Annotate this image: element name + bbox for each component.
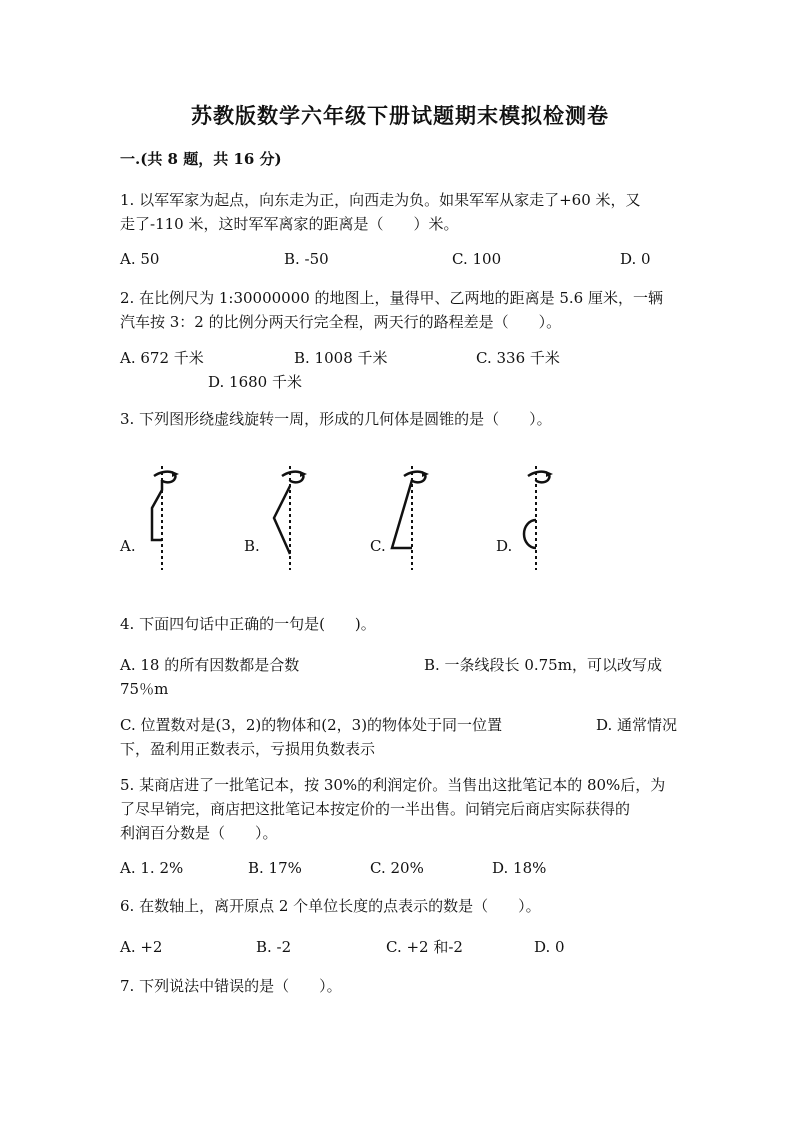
question-5-line-1: 5. 某商店进了一批笔记本，按 30%的利润定价。当售出这批笔记本的 80%后，为 bbox=[120, 776, 666, 794]
question-4-option-a: A. 18 的所有因数都是合数 bbox=[120, 656, 300, 674]
question-1-option-b: B. -50 bbox=[284, 250, 329, 268]
question-2-option-c: C. 336 千米 bbox=[476, 349, 560, 367]
figure-c bbox=[384, 462, 434, 574]
question-2-option-a: A. 672 千米 bbox=[120, 349, 204, 367]
question-5-option-b: B. 17% bbox=[248, 859, 302, 877]
question-3 bbox=[120, 407, 690, 431]
page-title: 苏教版数学六年级下册试题期末模拟检测卷 bbox=[191, 103, 609, 128]
question-1-option-c: C. 100 bbox=[452, 250, 502, 268]
question-6 bbox=[120, 894, 690, 918]
question-2-line-2: 汽车按 3：2 的比例分两天行完全程，两天行的路程差是（ ）。 bbox=[120, 313, 562, 331]
question-6-line-1: 6. 在数轴上，离开原点 2 个单位长度的点表示的数是（ ）。 bbox=[120, 897, 541, 915]
question-5 bbox=[120, 773, 690, 845]
question-4-option-c: C. 位置数对是(3，2)的物体和(2，3)的物体处于同一位置 bbox=[120, 716, 503, 734]
question-1-line-2: 走了-110 米，这时军军离家的距离是（ ）米。 bbox=[120, 215, 459, 233]
question-4-line-1: 4. 下面四句话中正确的一句是( )。 bbox=[120, 615, 376, 633]
question-3-line-1: 3. 下列图形绕虚线旋转一周，形成的几何体是圆锥的是（ ）。 bbox=[120, 410, 552, 428]
question-4-option-d-cont: 下，盈利用正数表示，亏损用负数表示 bbox=[120, 740, 376, 758]
question-1-option-d: D. 0 bbox=[620, 250, 651, 268]
question-6-option-b: B. -2 bbox=[256, 938, 292, 956]
figure-b bbox=[258, 462, 308, 574]
figure-d bbox=[510, 462, 560, 574]
shape-outline bbox=[524, 520, 536, 548]
question-1-option-a: A. 50 bbox=[120, 250, 160, 268]
question-4-option-b-cont: 75％m bbox=[120, 680, 169, 698]
question-2-option-b: B. 1008 千米 bbox=[294, 349, 388, 367]
question-5-option-c: C. 20% bbox=[370, 859, 424, 877]
question-2-option-d: D. 1680 千米 bbox=[208, 373, 302, 391]
section-heading: 一.(共 8 题，共 16 分) bbox=[120, 150, 282, 168]
question-1 bbox=[120, 188, 690, 236]
question-5-option-d: D. 18% bbox=[492, 859, 547, 877]
question-4-option-d: D. 通常情况 bbox=[596, 716, 678, 734]
question-7-line-1: 7. 下列说法中错误的是（ ）。 bbox=[120, 977, 342, 995]
question-7 bbox=[120, 974, 690, 998]
question-1-line-1: 1. 以军军家为起点，向东走为正，向西走为负。如果军军从家走了+60 米，又 bbox=[120, 191, 641, 209]
question-5-line-3: 利润百分数是（ ）。 bbox=[120, 824, 278, 842]
shape-outline bbox=[392, 480, 412, 548]
question-6-option-a: A. +2 bbox=[120, 938, 163, 956]
shape-outline bbox=[274, 486, 290, 554]
question-2-line-1: 2. 在比例尺为 1:30000000 的地图上，量得甲、乙两地的距离是 5.6 厘米，一辆 bbox=[120, 289, 663, 307]
question-4-option-b: B. 一条线段长 0.75m，可以改写成 bbox=[424, 656, 662, 674]
question-2 bbox=[120, 286, 690, 334]
question-6-option-c: C. +2 和-2 bbox=[386, 938, 463, 956]
question-6-option-d: D. 0 bbox=[534, 938, 565, 956]
question-5-option-a: A. 1. 2% bbox=[120, 859, 184, 877]
question-3-option-d: D. bbox=[496, 537, 513, 555]
question-3-option-a: A. bbox=[120, 537, 136, 555]
figure-a bbox=[132, 462, 182, 574]
question-4 bbox=[120, 612, 690, 636]
shape-outline bbox=[152, 480, 162, 540]
question-3-option-c: C. bbox=[370, 537, 386, 555]
question-5-line-2: 了尽早销完，商店把这批笔记本按定价的一半出售。问销完后商店实际获得的 bbox=[120, 800, 631, 818]
question-3-option-b: B. bbox=[244, 537, 260, 555]
